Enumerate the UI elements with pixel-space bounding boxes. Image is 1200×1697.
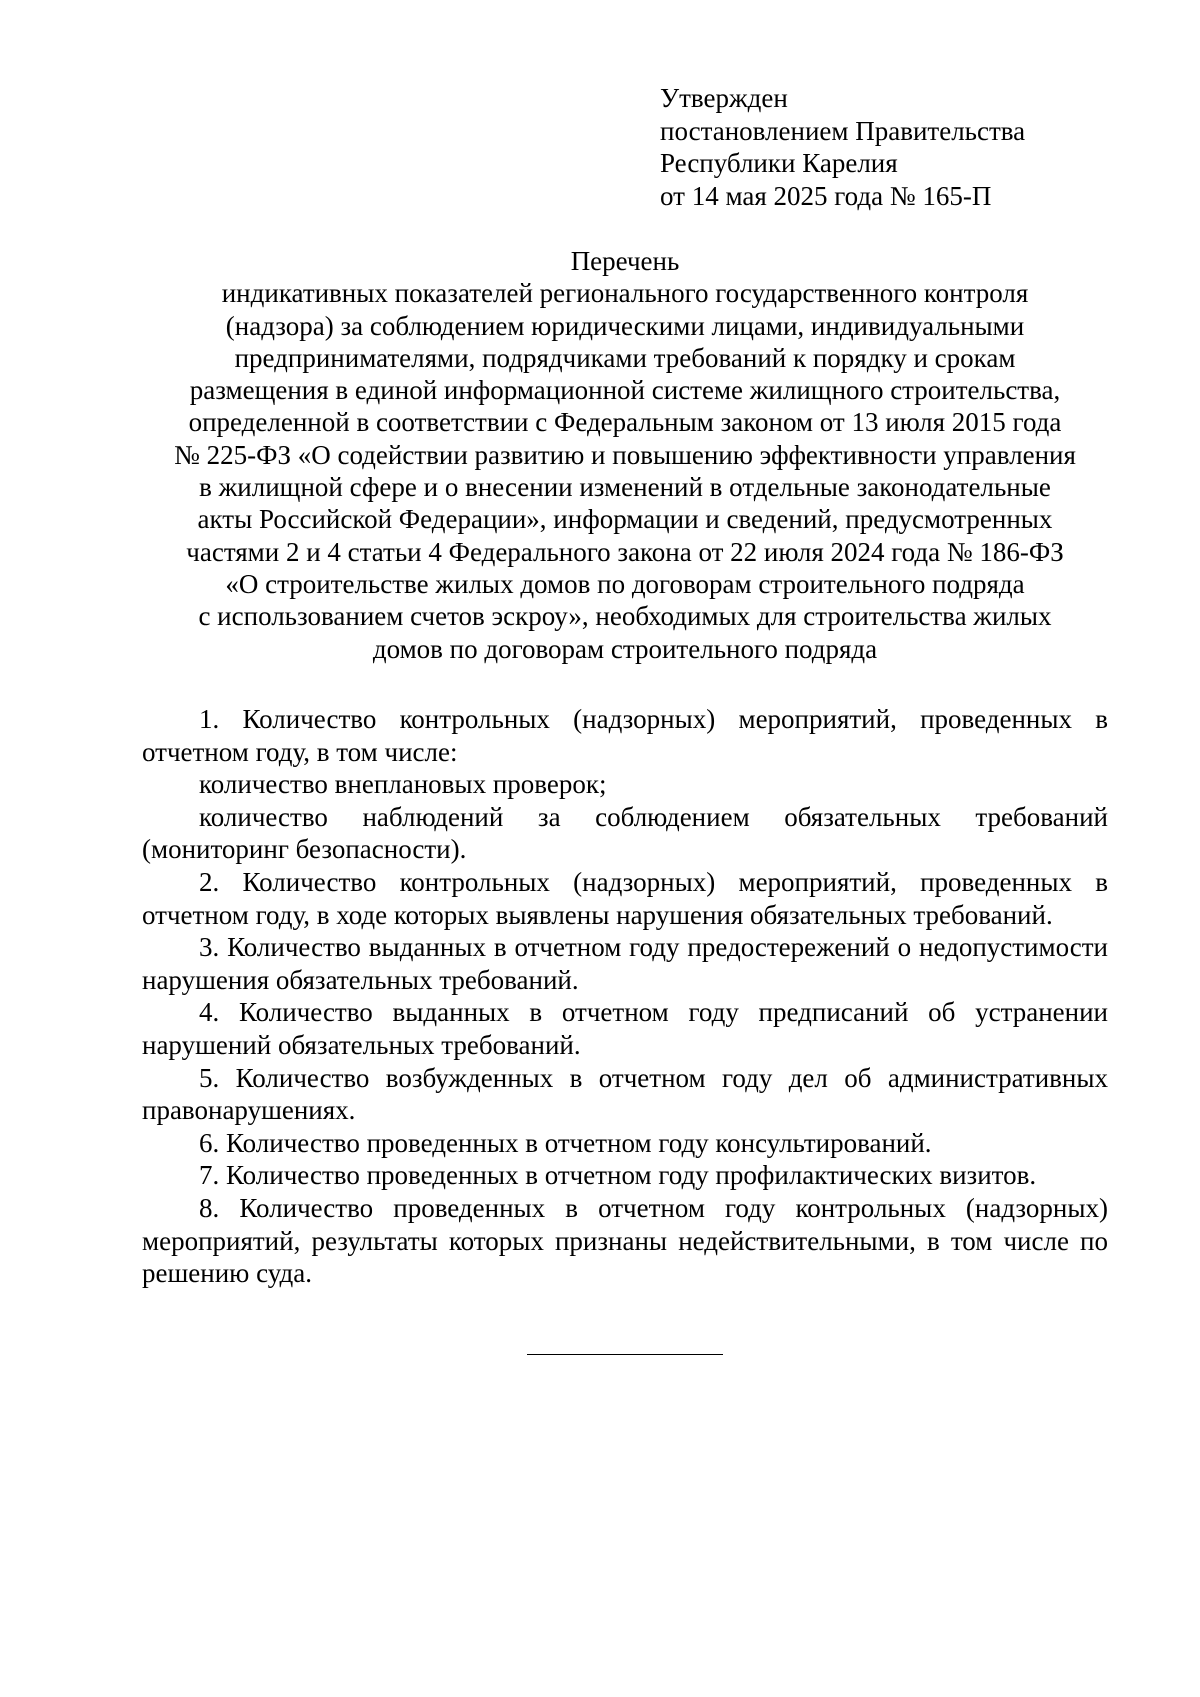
indicator-list <box>142 703 1108 1290</box>
approval-line: постановлением Правительства <box>660 115 1026 146</box>
title-line: (надзора) за соблюдением юридическими лицами, индивидуальными <box>225 310 1025 341</box>
title-line: размещения в единой информационной системе жилищного строительства, <box>189 375 1061 406</box>
title-line: домов по договорам строительного подряда <box>372 633 878 664</box>
list-item: 5. Количество возбужденных в отчетном году дел об административных правонарушениях. <box>142 1062 1108 1126</box>
list-subitem: количество наблюдений за соблюдением обязательных требований (мониторинг безопасности). <box>142 801 1108 865</box>
approval-stamp <box>660 82 1160 212</box>
end-divider <box>527 1354 723 1355</box>
list-item: 2. Количество контрольных (надзорных) мероприятий, проведенных в отчетном году, в ходе которых выявлены нарушения обязательных требований. <box>142 866 1108 930</box>
list-item: 3. Количество выданных в отчетном году предостережений о недопустимости нарушения обязательных требований. <box>142 932 1108 995</box>
title-line: акты Российской Федерации», информации и сведений, предусмотренных <box>197 504 1053 535</box>
list-item: 8. Количество проведенных в отчетном году контрольных (надзорных) мероприятий, результаты которых признаны недействительными, в том числе по решению суда. <box>142 1192 1108 1289</box>
list-item: 7. Количество проведенных в отчетном году профилактических визитов. <box>199 1160 1037 1191</box>
title-line: в жилищной сфере и о внесении изменений в отдельные законодательные <box>199 472 1051 503</box>
title-line: № 225-ФЗ «О содействии развитию и повышению эффективности управления <box>174 439 1076 470</box>
approval-line: от 14 мая 2025 года № 165-П <box>660 180 992 211</box>
title-line: частями 2 и 4 статьи 4 Федерального закона от 22 июля 2024 года № 186-ФЗ <box>186 536 1064 567</box>
approval-line: Республики Карелия <box>660 148 898 178</box>
approval-line: Утвержден <box>660 83 788 113</box>
title-line: с использованием счетов эскроу», необходимых для строительства жилых <box>198 601 1052 632</box>
list-item: 6. Количество проведенных в отчетном году консультирований. <box>199 1127 932 1158</box>
title-line: определенной в соответствии с Федеральным законом от 13 июля 2015 года <box>188 407 1062 438</box>
list-item: 1. Количество контрольных (надзорных) мероприятий, проведенных в отчетном году, в том числе: <box>142 704 1108 767</box>
title-line: «О строительстве жилых домов по договорам строительного подряда <box>225 568 1025 599</box>
title-heading: Перечень <box>570 246 680 276</box>
list-item: 4. Количество выданных в отчетном году предписаний об устранении нарушений обязательных требований. <box>142 997 1108 1060</box>
document-title <box>140 245 1110 665</box>
title-line: индикативных показателей регионального государственного контроля <box>221 278 1029 309</box>
title-line: предпринимателями, подрядчиками требований к порядку и срокам <box>234 342 1016 373</box>
list-subitem: количество внеплановых проверок; <box>199 769 607 800</box>
